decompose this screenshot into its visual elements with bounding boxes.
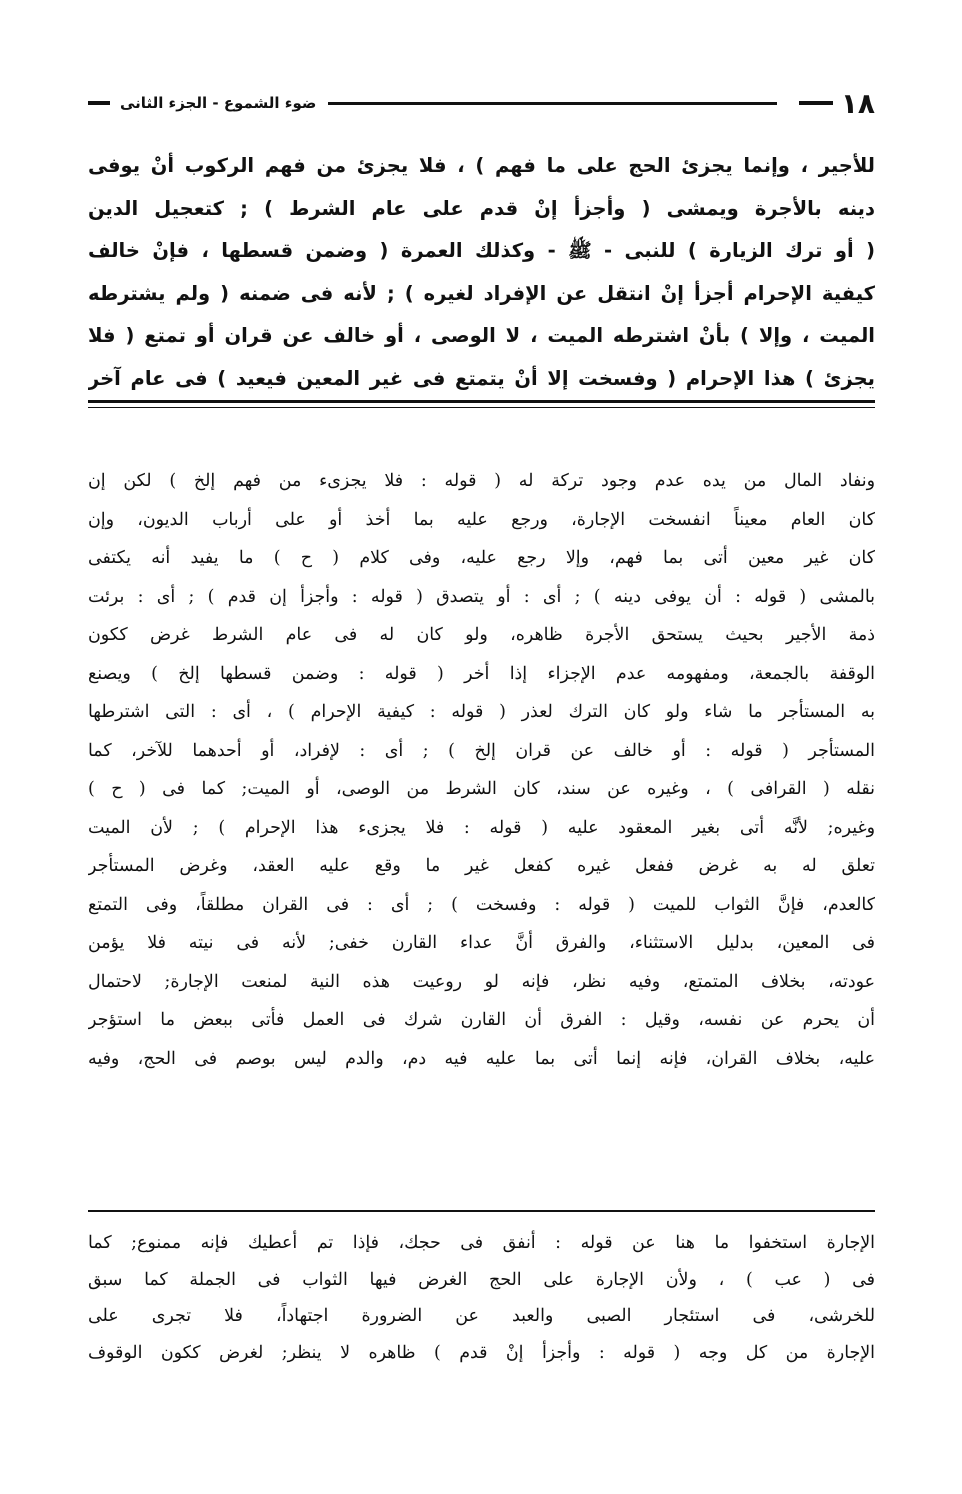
running-header bbox=[88, 86, 875, 120]
commentary bbox=[88, 462, 875, 1078]
running-title: ضوء الشموع - الجزء الثانى bbox=[120, 94, 317, 112]
footnote-line: الإجارة استخفوا ما هنا عن قوله : أنفق فى حجك، فإذا تم أعطيك فإنه ممنوع; كما bbox=[88, 1233, 875, 1253]
main-text-line: الميت ، وإلا ) بأنْ اشترطه الميت ، لا الوصى ، أو خالف عن قران أو تمتع ( فلا bbox=[88, 324, 875, 347]
commentary-line: كان غير معين أتى بما فهم، وإلا رجع عليه، وفى كلام ( ح ) ما يفيد أنه يكتفى bbox=[88, 548, 875, 568]
commentary-line: عليه، بخلاف القران، فإنه إنما أتى بما عليه فيه دم، والدم ليس بوصم فى الحج، وفيه bbox=[88, 1048, 875, 1069]
commentary-line: تعلق له به غرض ففعل غيره كفعل غير ما وقع عليه العقد، وغرض المستأجر bbox=[88, 856, 875, 876]
commentary-line: فى المعين، بدليل الاستثناء، والفرق أنَّ عداء القارن خفى; لأنه فى نيته فلا يؤمن bbox=[88, 933, 875, 953]
commentary-line: ونفاد المال من يده عدم وجود تركة له ( قوله : فلا يجزىء من فهم إلخ ) لكن إن bbox=[88, 471, 875, 491]
commentary-line: كان العام معيناً انفسخت الإجارة، ورجع عليه بما أخذ أو على أرباب الديون، وإن bbox=[88, 509, 875, 530]
footnote-line: الإجارة من كل وجه ( قوله : وأجزأ إنْ قدم ) ظاهره لا ينظر; لغرض ككون الوقوف bbox=[88, 1342, 875, 1363]
page-number: ١٨ bbox=[840, 86, 875, 120]
main-text-line: دينه بالأجرة ويمشى ( وأجزأ إنْ قدم على عام الشرط ) ; كتعجيل الدين bbox=[88, 196, 875, 220]
main-text-line: كيفية الإحرام أجزأ إنْ انتقل عن الإفراد لغيره ) ; لأنه فى ضمنه ( ولم يشترطه bbox=[88, 281, 875, 305]
commentary-line: به المستأجر ما شاء ولو كان الترك لعذر ( قوله : كيفية الإحرام ) ، أى : التى اشترطها bbox=[88, 702, 875, 722]
footnote-line: فى ( عب ) ، ولأن الإجارة على الحج الغرض فيها الثواب فى الجملة كما سبق bbox=[88, 1269, 875, 1290]
commentary-line: الوقفة بالجمعة، ومفهومه عدم الإجزاء إذا أخر ( قوله : وضمن قسطها إلخ ) ويصنع bbox=[88, 663, 875, 684]
header-rule bbox=[328, 102, 776, 105]
commentary-line: وغيره; لأنَّه أتى بغير المعقود عليه ( قوله : فلا يجزىء هذا الإحرام ) ; لأن الميت bbox=[88, 817, 875, 838]
commentary-line: عودته، بخلاف المتمتع، وفيه نظر، فإنه لو روعيت هذه النية لمنعت الإجارة; لاحتمال bbox=[88, 971, 875, 992]
commentary-line: نقله ( القرافى ) ، وغيره عن سند، كان الشرط من الوصى، أو الميت; كما فى ( ح ) bbox=[88, 779, 875, 799]
main-text bbox=[88, 145, 875, 400]
footnotes bbox=[88, 1225, 875, 1371]
commentary-line: المستأجر ( قوله : أو خالف عن قران إلخ ) ; أى : لإفراد، أو أحدهما للآخر، كما bbox=[88, 740, 875, 761]
main-text-line: للأجير ، وإنما يجزئ الحج على ما فهم ) ، فلا يجزئ من فهم الركوب أنْ يوفى bbox=[88, 154, 875, 177]
commentary-line: ذمة الأجير بحيث يستحق الأجرة ظاهره، ولو كان له فى عام الشرط غرض ككون bbox=[88, 625, 875, 645]
header-dash-right bbox=[799, 101, 833, 105]
footnote-separator bbox=[88, 1210, 875, 1212]
main-text-line: ( أو ترك الزيارة ) للنبى - ﷺ - وكذلك العمرة ( وضمن قسطها ، فإنْ خالف bbox=[88, 239, 875, 262]
commentary-line: كالعدم، فإنَّ الثواب للميت ( قوله : وفسخت ) ; أى : فى القران مطلقاً، وفى التمتع bbox=[88, 894, 875, 915]
commentary-line: أن يحرم عن نفسه، وقيل : الفرق أن القارن شرك فى العمل فأتى ببعض ما استؤجر bbox=[88, 1010, 875, 1030]
main-text-line: يجزئ ) هذا الإحرام ( وفسخت إلا أنْ يتمتع فى غير المعين فيعيد ) فى عام آخر bbox=[88, 366, 875, 390]
footnote-line: للخرشى، فى استئجار الصبى والعبد عن الضرورة اجتهاداً، فلا تجرى على bbox=[88, 1306, 875, 1326]
header-dash-left bbox=[88, 101, 110, 105]
main-text-separator bbox=[88, 400, 875, 408]
commentary-line: بالمشى ( قوله : أن يوفى دينه ) ; أى : أو يتصدق ( قوله : وأجزأ إن قدم ) ; أى : برئت bbox=[88, 586, 875, 607]
